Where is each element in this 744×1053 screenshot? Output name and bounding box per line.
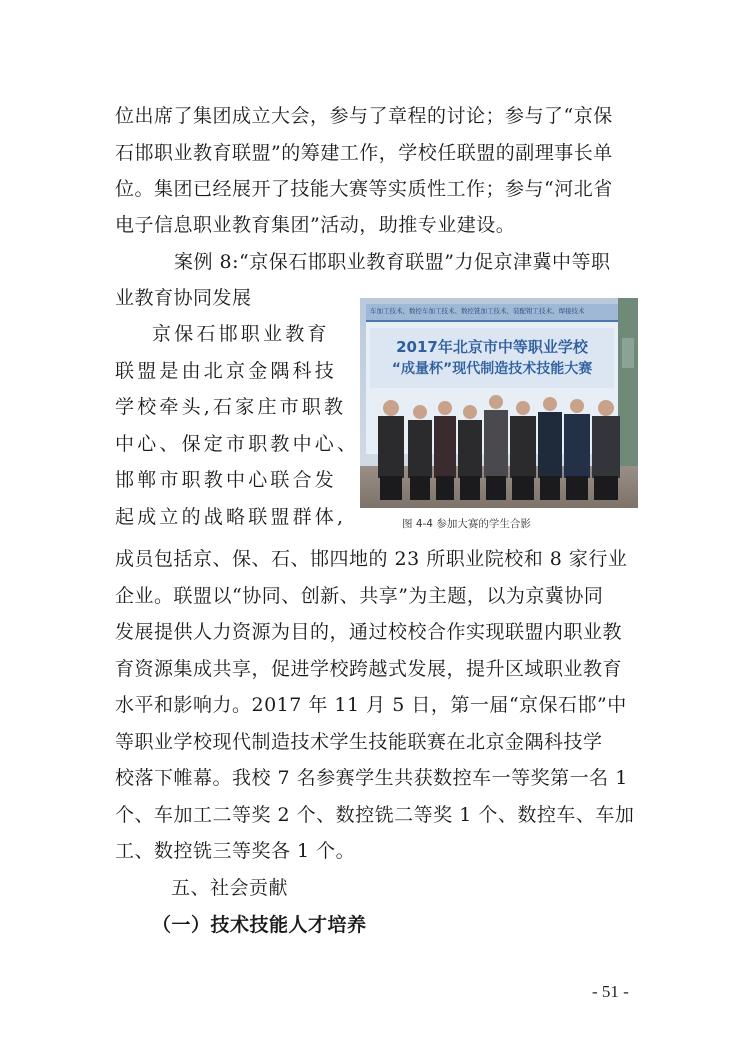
paragraph-line: 水平和影响力。2017 年 11 月 5 日，第一届“京保石邯”中 xyxy=(115,694,627,716)
section-heading: 五、社会贡献 xyxy=(171,877,289,899)
paragraph-line: 邯郸市职教中心联合发 xyxy=(115,469,338,491)
paragraph-line: 育资源集成共享，促进学校跨越式发展，提升区域职业教育 xyxy=(115,658,623,680)
case-title-line: 案例 8:“京保石邯职业教育联盟”力促京津冀中等职 xyxy=(174,251,611,273)
paragraph-line: 电子信息职业教育集团”活动，助推专业建设。 xyxy=(115,214,516,236)
paragraph-line: 工、数控铣三等奖各 1 个。 xyxy=(115,840,356,862)
banner-top-text: 车加工技术、数控车加工技术、数控铣加工技术、装配钳工技术、焊接技术 xyxy=(370,307,585,315)
paragraph-line: 企业。联盟以“协同、创新、共享”为主题，以为京冀协同 xyxy=(115,585,604,607)
paragraph-line: 京保石邯职业教育 xyxy=(152,323,330,345)
paragraph-line: 发展提供人力资源为目的，通过校校合作实现联盟内职业教 xyxy=(115,621,623,643)
paragraph-line: 成员包括京、保、石、邯四地的 23 所职业院校和 8 家行业 xyxy=(115,548,628,570)
case-title-line: 业教育协同发展 xyxy=(115,287,252,309)
paragraph-line: 石邯职业教育联盟”的筹建工作，学校任联盟的副理事长单 xyxy=(115,142,613,164)
banner-title-line1: 2017年北京市中等职业学校 xyxy=(396,338,588,356)
paragraph-line: 个、车加工二等奖 2 个、数控铣二等奖 1 个、数控车、车加 xyxy=(115,804,635,826)
photo-caption: 图 4-4 参加大赛的学生合影 xyxy=(402,518,531,530)
paragraph-line: 学校牵头,石家庄市职教 xyxy=(115,396,347,418)
paragraph-line: 起成立的战略联盟群体, xyxy=(115,506,347,528)
paragraph-line: 联盟是由北京金隅科技 xyxy=(115,360,338,382)
paragraph-line: 中心、保定市职教中心、 xyxy=(115,433,360,455)
page-number: - 51 - xyxy=(592,982,629,1001)
subsection-heading: （一）技术技能人才培养 xyxy=(152,914,367,936)
paragraph-line: 位。集团已经展开了技能大赛等实质性工作；参与“河北省 xyxy=(115,178,613,200)
paragraph-line: 等职业学校现代制造技术学生技能联赛在北京金隅科技学 xyxy=(115,731,603,753)
group-photo xyxy=(360,298,638,508)
banner-title-line2: “成量杯”现代制造技术技能大赛 xyxy=(391,361,593,377)
paragraph-line: 位出席了集团成立大会，参与了章程的讨论；参与了“京保 xyxy=(115,105,613,127)
paragraph-line: 校落下帷幕。我校 7 名参赛学生共获数控车一等奖第一名 1 xyxy=(115,767,628,789)
